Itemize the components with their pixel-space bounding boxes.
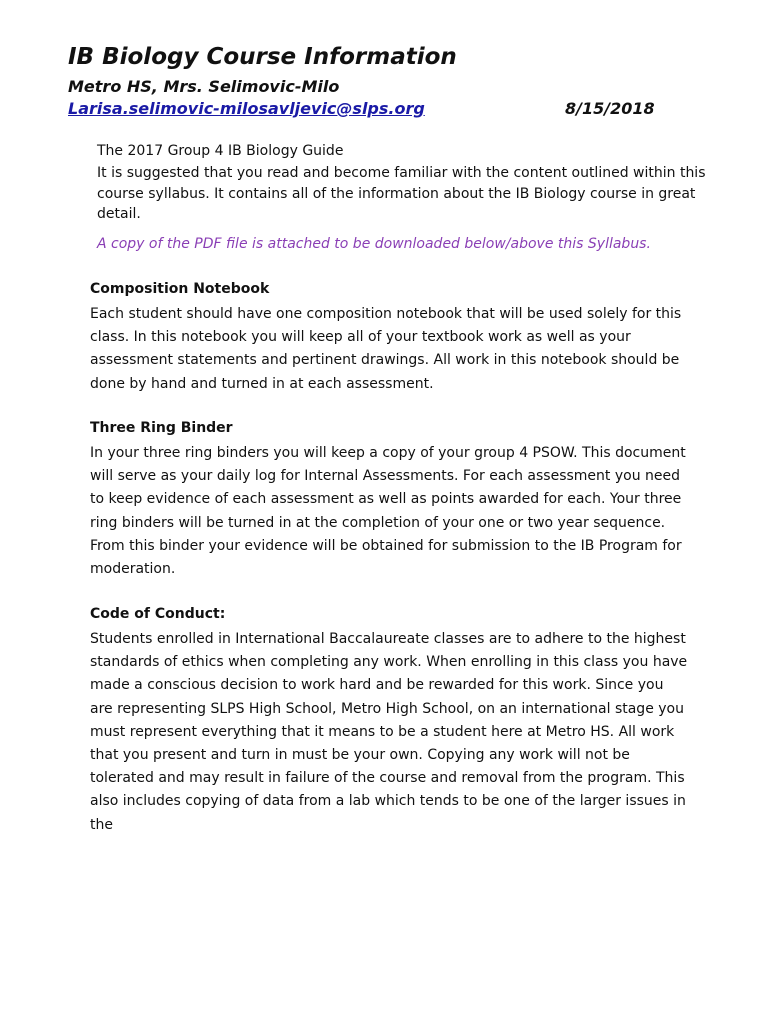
- section-heading-composition-notebook: Composition Notebook: [90, 281, 270, 297]
- teacher-email-link[interactable]: Larisa.selimovic-milosavljevic@slps.org: [68, 99, 425, 118]
- section-body-composition-notebook: Each student should have one composition notebook that will be used solely for this class. In this notebook you will keep all of your textbook work as well as your assessment statements and pertinent drawings. All work in this notebook should be done by hand and turned in at each assessment.: [90, 306, 682, 392]
- document-title: IB Biology Course Information: [68, 44, 457, 70]
- guide-text: It is suggested that you read and become familiar with the content outlined within this course syllabus. It contains all of the information about the IB Biology course in great detail.: [97, 165, 706, 222]
- section-heading-three-ring-binder: Three Ring Binder: [90, 420, 233, 436]
- guide-heading: The 2017 Group 4 IB Biology Guide: [97, 143, 344, 159]
- section-body-three-ring-binder: In your three ring binders you will keep a copy of your group 4 PSOW. This document will serve as your daily log for Internal Assessments. For each assessment you need to keep evidence of each assessment as well as points awarded for each. Your three ring binders will be turned in at the completion of your one or two year sequence. From this binder your evidence will be obtained for submission to the IB Program for moderation.: [90, 445, 686, 578]
- document-subtitle: Metro HS, Mrs. Selimovic-Milo: [68, 77, 340, 96]
- document-date: 8/15/2018: [565, 99, 655, 118]
- section-body-code-of-conduct: Students enrolled in International Baccalaureate classes are to adhere to the highest standards of ethics when completing any work. When enrolling in this class you have made a conscious decision to work hard and be rewarded for this work. Since you are representing SLPS High School, Metro High School, on an international stage you must represent everything that it means to be a student here at Metro HS. All work that you present and turn in must be your own. Copying any work will not be tolerated and may result in failure of the course and removal from the program. This also includes copying of data from a lab which tends to be one of the larger issues in the: [90, 631, 688, 833]
- section-heading-code-of-conduct: Code of Conduct:: [90, 606, 226, 622]
- pdf-attachment-note: A copy of the PDF file is attached to be downloaded below/above this Syllabus.: [97, 236, 651, 252]
